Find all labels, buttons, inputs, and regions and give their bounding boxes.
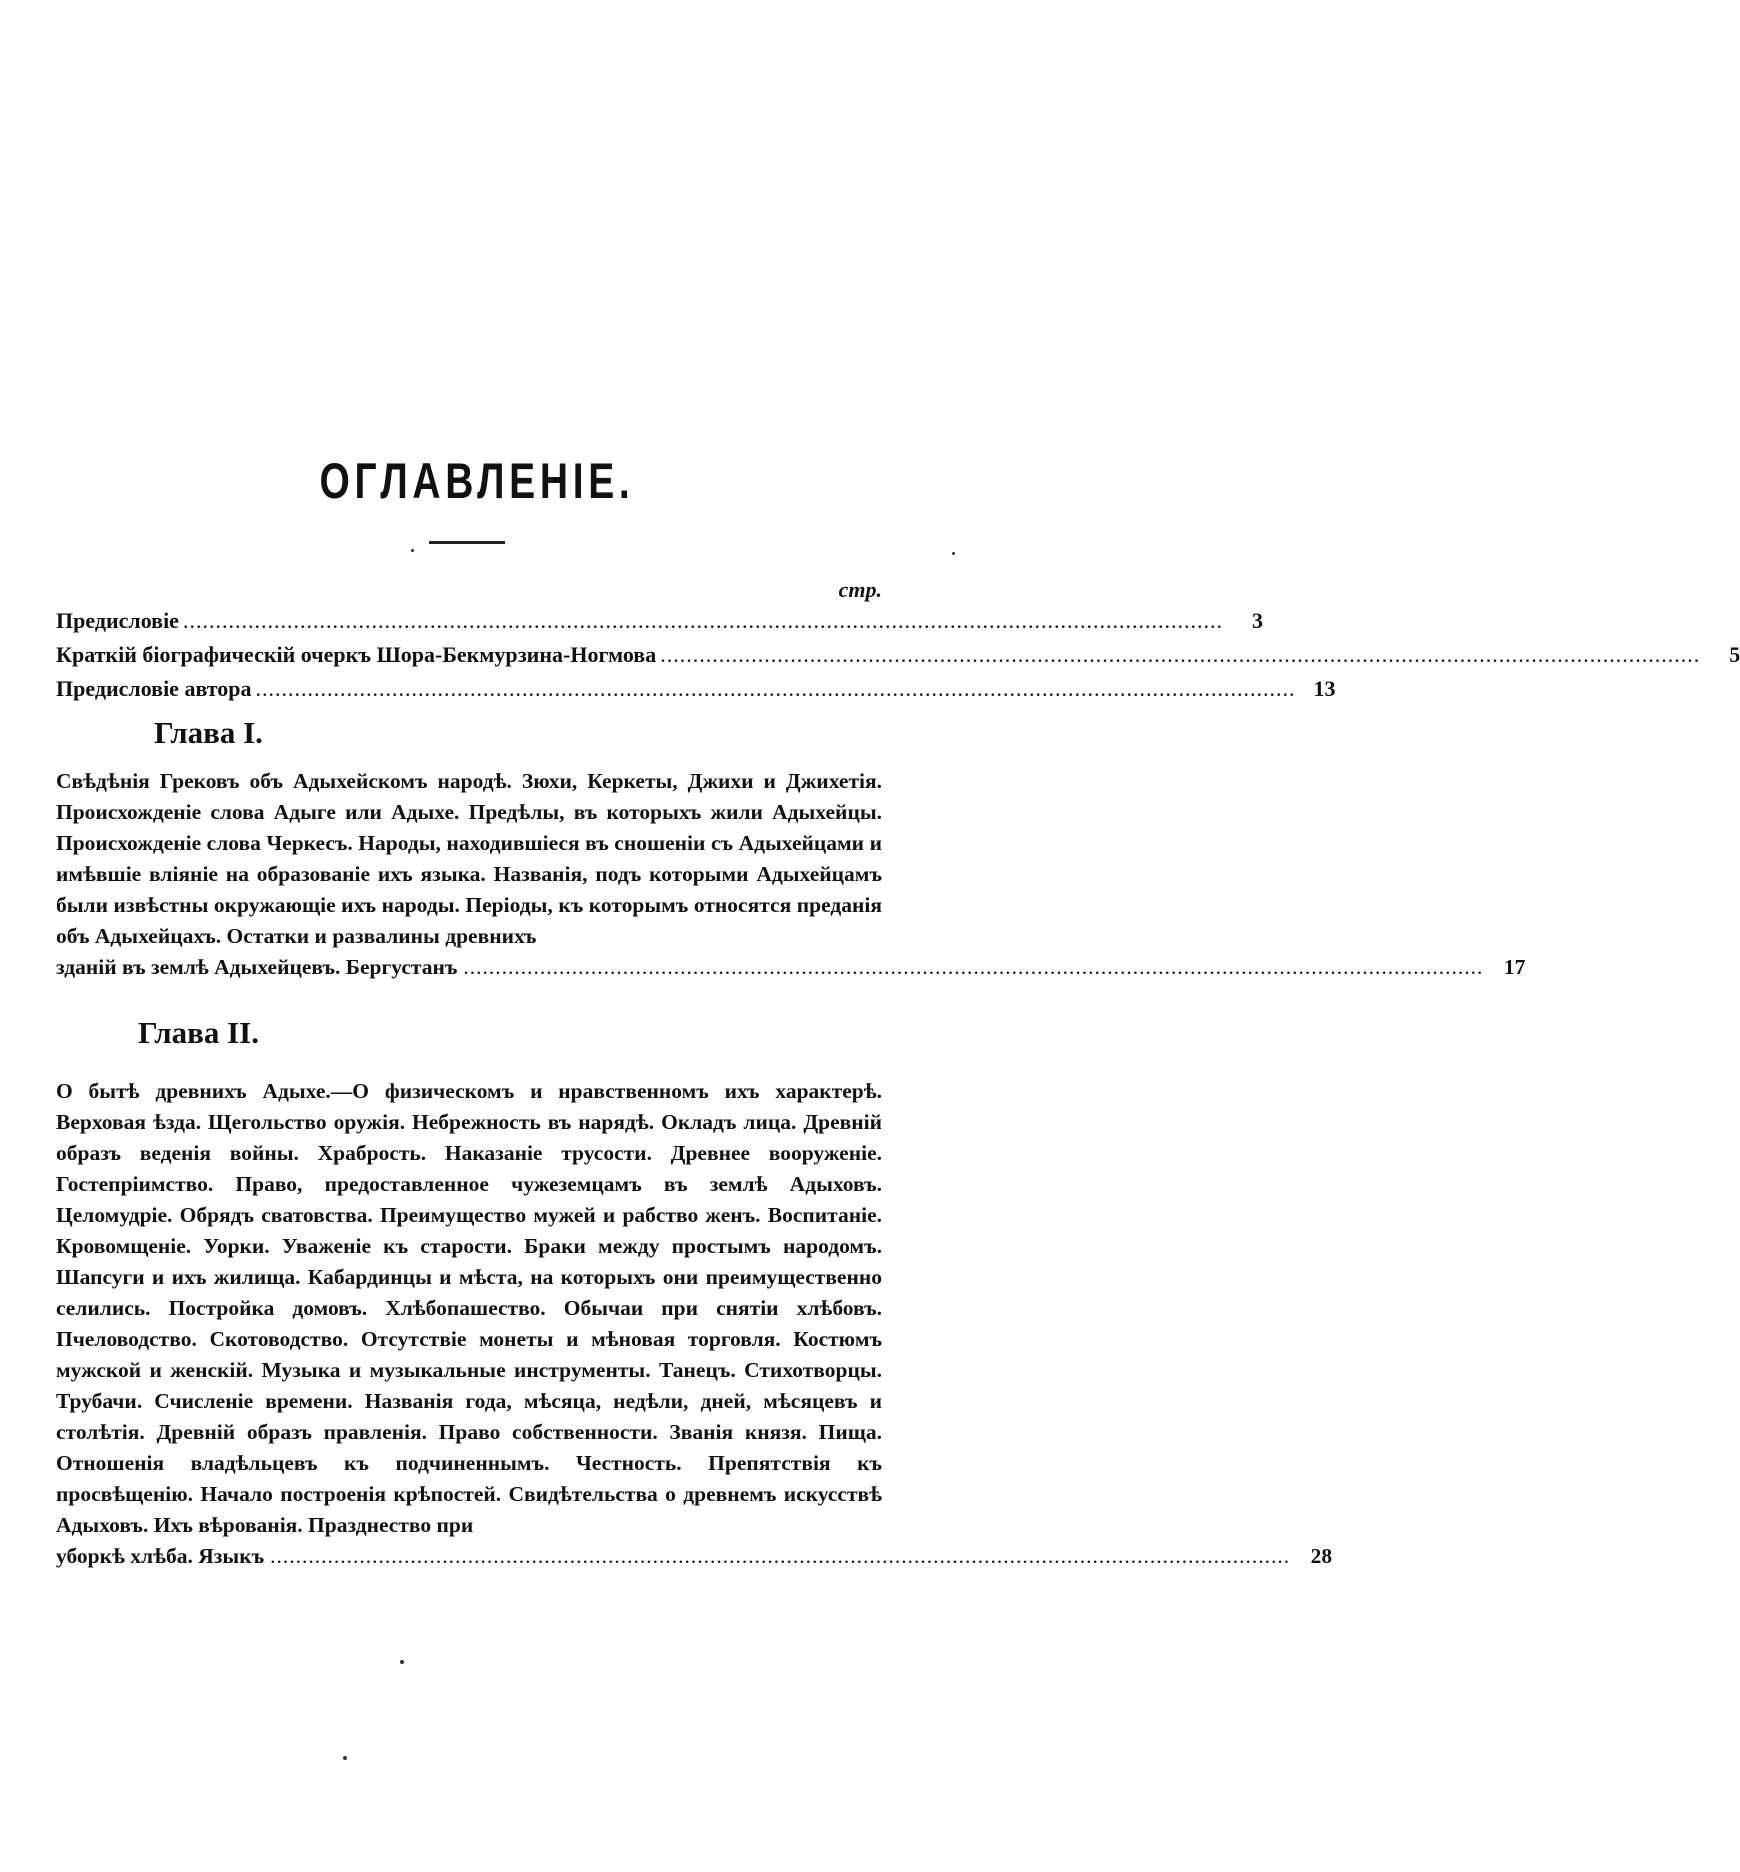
chapter-2-page: 28 <box>1310 1544 1333 1568</box>
chapter-1-last-line-text: зданій въ землѣ Адыхейцевъ. Бергустанъ <box>56 955 458 979</box>
ink-speck <box>400 1660 404 1664</box>
leader-dots: ................................................................................................................................................................ <box>660 642 1701 667</box>
toc-entry-author-preface[interactable] <box>56 672 1336 706</box>
chapter-2-last-line-text: уборкѣ хлѣба. Языкъ <box>56 1544 265 1568</box>
chapter-1-summary-text: Свѣдѣнія Грековъ объ Адыхейскомъ народѣ. Зюхи, Керкеты, Джихи и Джихетія. Происхожденіе слова Адыге или Адыхе. Предѣлы, въ которыхъ жили Адыхейцы. Происхожденіе слова Черкесъ. Народы, находившіеся въ сношеніи съ Адыхейцами и имѣвшіе вліяніе на образованіе ихъ языка. Названія, подъ которыми Адыхейцамъ были извѣстны окружающіе ихъ народы. Періоды, къ которымъ относятся преданія объ Адыхейцахъ. Остатки и развалины древнихъ <box>56 769 882 948</box>
toc-entry-text: Краткій біографическій очеркъ Шора-Бекмурзина-Ногмова <box>56 642 657 667</box>
chapter-2-heading[interactable]: Глава II. <box>138 1015 259 1050</box>
toc-entry-text: Предисловіе автора <box>56 676 252 701</box>
title-divider <box>429 541 505 544</box>
toc-entry-preface[interactable] <box>56 604 1263 638</box>
chapter-1-last-line[interactable] <box>56 952 1526 983</box>
toc-entry-page: 13 <box>1313 676 1336 701</box>
ink-speck <box>411 549 414 552</box>
toc-entry-text: Предисловіе <box>56 608 179 633</box>
chapter-1-page: 17 <box>1503 955 1526 979</box>
toc-entry-page: 5 <box>1729 642 1740 667</box>
chapter-1-summary <box>56 766 1526 983</box>
leader-dots: ................................................................................................................................................................ <box>463 955 1484 979</box>
toc-entry-biography[interactable] <box>56 638 1740 672</box>
chapter-2-last-line[interactable] <box>56 1541 1333 1572</box>
toc-entry-page: 3 <box>1251 608 1263 633</box>
ink-speck <box>952 552 955 555</box>
chapter-2-summary <box>56 1076 1333 1572</box>
leader-dots: ................................................................................................................................................................ <box>270 1544 1291 1568</box>
leader-dots: ................................................................................................................................................................ <box>182 608 1223 633</box>
page-column-label: стр. <box>838 577 882 602</box>
leader-dots: ................................................................................................................................................................ <box>255 676 1296 701</box>
page-title: ОГЛАВЛЕНІЕ. <box>319 453 635 509</box>
chapter-2-summary-text: О бытѣ древнихъ Адыхе.—О физическомъ и нравственномъ ихъ характерѣ. Верховая ѣзда. Щегольство оружія. Небрежность въ нарядѣ. Окладъ лица. Древній образъ веденія войны. Храбрость. Наказаніе трусости. Древнее вооруженіе. Гостепріимство. Право, предоставленное чужеземцамъ въ землѣ Адыховъ. Целомудріе. Обрядъ сватовства. Преимущество мужей и рабство женъ. Воспитаніе. Кровомщеніе. Уорки. Уваженіе къ старости. Браки между простымъ народомъ. Шапсуги и ихъ жилища. Кабардинцы и мѣста, на которыхъ они преимущественно селились. Постройка домовъ. Хлѣбопашество. Обычаи при снятіи хлѣбовъ. Пчеловодство. Скотоводство. Отсутствіе монеты и мѣновая торговля. Костюмъ мужской и женскій. Музыка и музыкальные инструменты. Танецъ. Стихотворцы. Трубачи. Счисленіе времени. Названія года, мѣсяца, недѣли, дней, мѣсяцевъ и столѣтія. Древній образъ правленія. Право собственности. Званія князя. Пища. Отношенія владѣльцевъ къ подчиненнымъ. Честность. Препятствія къ просвѣщенію. Начало построенія крѣпостей. Свидѣтельства о древнемъ искусствѣ Адыховъ. Ихъ вѣрованія. Празднество при <box>56 1079 882 1537</box>
ink-speck <box>343 1756 347 1760</box>
chapter-1-heading[interactable]: Глава I. <box>154 715 263 750</box>
front-matter-list <box>56 604 1740 706</box>
